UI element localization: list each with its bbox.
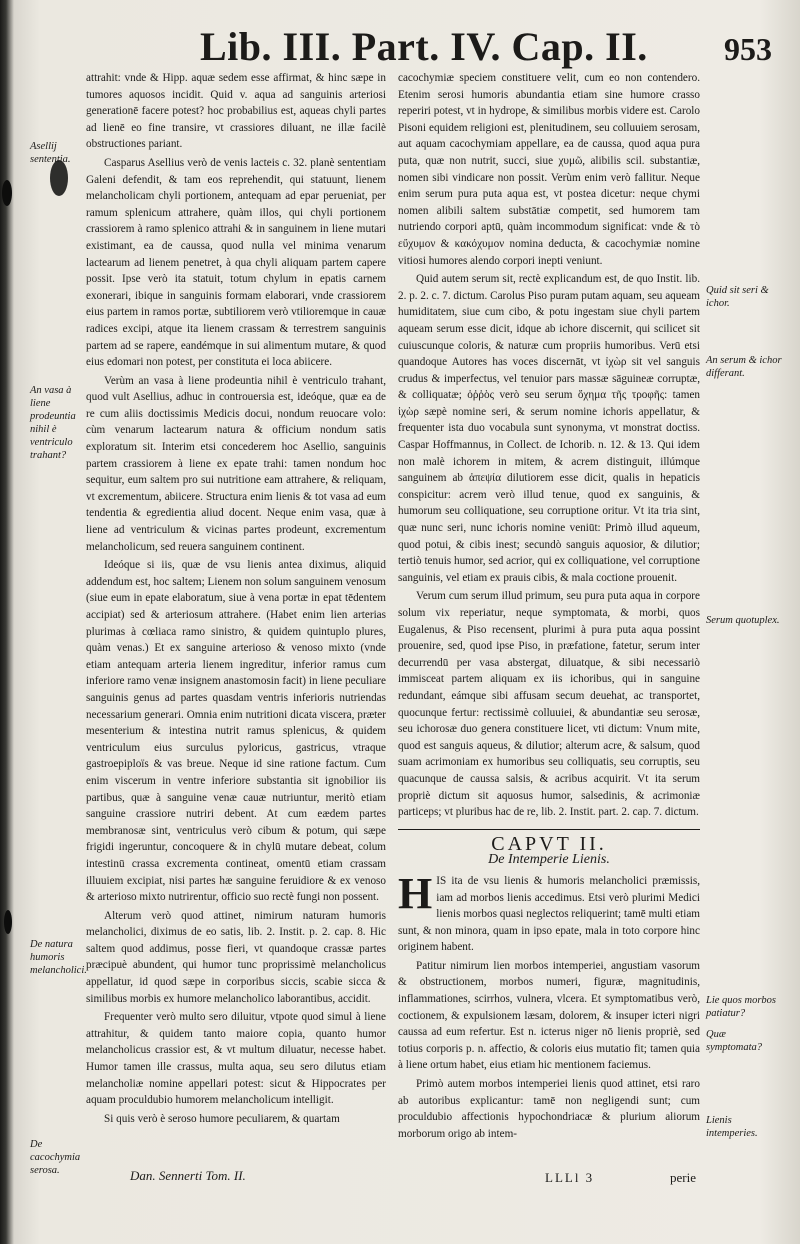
paragraph: Primò autem morbos intemperiei lienis quod attinet, etsi raro ab autoribus explicantur: tamē non negligendi sunt; cum proculdubio affectionis hypochondriacæ & plurium aliorum morborum origo ab intem-	[398, 1078, 700, 1140]
page-number: 953	[724, 31, 772, 67]
left-column	[86, 70, 386, 1129]
paragraph: Verum cum serum illud primum, seu pura puta aqua in corpore solum vix reperiatur, neque symptomata, & morbi, quos Eugalenus, & Piso recensent, plurimi à pura puta aqua possint prouenire, sed, quod ipse Piso, in præfatione, fatetur, serum inter decurrendū per vasa abstergat, diluatque, & sibi necessariò immisceat partem aliquam ex iis ichoribus, qui in sanguine redundant, eámque sibi affusam secum deuehat, ac transportet, quocunque fertur: rectissimè colluuiei, & abundantiæ seu serosæ, seu ichorosæ duo genera constituere licet, vti dictum: Vnum mite, quod est sanguis aqueus, & dilutior; alterum acre, & salsum, quod suam acrimoniam ex humoribus seu colliquatis, seu corruptis, seu quacunque de caussa salsis, & acribus acquirit. Vt ita serum propriè dictum sit aquosus humor, salsedinis, & acrimoniæ particeps; vt pluribus hac de re, lib. 2. Instit. part. 2. cap. 7. dictum.	[398, 590, 700, 819]
paragraph: Frequenter verò multo sero diluitur, vtpote quod simul à liene attrahitur, & quidem tanto maiore copia, quanto humor melancholicus crassior est, & vt multum diluatur, necesse habet. Humor tamen ille crassus, multa aqua, seu sero dilutus etiam melancholiæ nomine appellari potest: sicut & Hippocrates per aquam proculdubio humorem melancholicum intelligit.	[86, 1011, 386, 1107]
paragraph: Alterum verò quod attinet, nimirum naturam humoris melancholici, diximus de eo satis, lib. 2. Instit. p. 2. cap. 8. Hic saltem quod addimus, posse fieri, vt quandoque crassæ partes præcipuè abundent, qui humor tunc proprissimè melancholicus appellatur, id quod sæpe in corporibus siccis, scabie sicca & similibus morbis ex humore melancholico laborantibus, accidit.	[86, 909, 386, 1005]
page-header	[200, 22, 790, 70]
right-column	[398, 70, 700, 1144]
ink-stain	[4, 910, 12, 934]
margin-note: An serum & ichor differant.	[706, 355, 782, 379]
chapter-heading: CAPVT II.	[491, 832, 607, 855]
margin-note: Lie quos morbos patiatur?	[706, 995, 777, 1019]
paragraph-text: IS ita de vsu lienis & humoris melancholici præmissis, iam ad morbos lienis accedimus. Etsi verò plurimi Medici lienis morbos quasi neglectos reliquerint; tamē multi etiam sunt, & non minora, quam in ipso epate, mala in toto corpore hinc originem habent.	[398, 874, 700, 954]
paragraph: Ideóque si iis, quæ de vsu lienis antea diximus, aliquid addendum est, hoc saltem; Lienem non solum sanguinem venosum (siue eum in epate elaboratum, siue à vena portæ in epat tēdentem accipiat) sed & arteriosum attrahere. (Habet enim lien arterias plurimas à cœliaca ramo sinistro, & quidem quintuplo plures, quàm venas.) Et ex sanguine arterioso & venoso mixto (vnde etiam antequam arteria lienem ingreditur, inferior ramus cum inferiore ramo venæ insignem anastomosin facit) in liene peculiare sanguinis genus ad partes quasdam ventris inferioris nutriendas necessarium generari. Omnia enim nutritioni dicata viscera, præter mesenterium & intestina nutrit ramus splenicus, & quidem ventriculum eius surculus pyloricus, gastricus, vtraque gastroepiploïs & vas breue. Neque id sine ratione factum. Cum enim viscerum in ventre inferiore substantia sit ignobilior iis partibus, quæ à sanguine venæ cauæ nutriuntur, meritò etiam sanguine crassiore nutriri debent. At cum eædem partes membranosæ sint, ventriculus verò cibum & potum, qui sæpe frigidi ingeruntur, concoquere & in chylū mutare debeat, colum intestinū crassa excrementa contineat, omentū etiam crassam illuuiem excipiat, nisi partes hæ sanguine feruidiore & ex venoso & arterioso mixto nutrirentur, officio suo rectè fungi non possent.	[86, 559, 386, 904]
paragraph: attrahit: vnde & Hipp. aquæ sedem esse affirmat, & hinc sæpe in tumores aquosos incidit. Quid v. aqua ad sanguinis arteriosi generationē facere potest? hoc probabilius est, aqueas chyli partes ad lienē eo fine transire, vt crassiores diluant, ne illæ facilè obstructiones pariant.	[86, 72, 386, 151]
section-rule	[398, 829, 700, 830]
chapter-subheading: De Intemperie Lienis.	[488, 852, 610, 868]
paragraph: cacochymiæ speciem constituere velit, cum eo non contendero. Etenim serosi humoris abundantia etiam sine humore crasso reperiri potest, vt in hydrope, & similibus morbis videre est. Carolo Pisoni equidem religioni est, plenitudinem, seu colluuiem serosam, aut aquam cacochymiam appellare, ea de caussa, quod aqua pura puta, quæ non nutrit, succi, siue χυμῶ, alibilis scil. substantiæ, nomen sibi vindicare non possit. Verùm enim verò fallitur. Neque enim serum pura puta aqua est, vt postea dicetur: neque chymi nomen alibili saltem substātiæ competit, sed humorem tam nutriendo corpori aptū, quàm incommodum significat: vnde & τὸ εὔχυμον & κακόχυμον nomina deducta, & cacochymiæ nomine vitiosi humores alendo corpori inepti veniunt.	[398, 72, 700, 267]
margin-note: De cacochymia serosa.	[30, 1139, 81, 1176]
running-title: Lib. III. Part. IV. Cap. II.	[200, 24, 648, 69]
margin-note: De natura humoris melancholici.	[30, 939, 87, 976]
margin-note: Lienis intemperies.	[706, 1115, 758, 1139]
margin-note: Serum quotuplex.	[706, 615, 780, 626]
volume-signature: Dan. Sennerti Tom. II.	[130, 1168, 246, 1183]
paragraph: Quid autem serum sit, rectè explicandum est, de quo Instit. lib. 2. p. 2. c. 7. dictum. Carolus Piso puram putam aquam, seu aqueam humiditatem, siue cum cibo, & potu ingestam siue chyli partem aqueam serum esse dicit, idque ab ichore discernit, qui scilicet sit cuiuscunque coloris, & naturæ cum propriis humoribus. Verū etsi quandoque Autores has voces discernāt, vt ἰχὼρ sit vel sanguis crudus & imperfectus, vel tenuior pars massæ sāguineæ corruptæ, & colliquatæ; ὀῤῥὸς verò seu serum ὄχημα τῆς τροφῆς: tamen ἰχὼρ sæpè nomine seri, & serum nomine ichoris appellatur, & frequenter ista duo vocabula sunt synonyma, vt monstrat doctiss. Caspar Hoffmannus, in Collect. de Ichorib. n. 12. & 13. Qui idem non malè ichorem in mitem, & acrem distinguit, illúmque sanguinem ab ἀπεψία dilutiorem esse dicit, qualis in hepaticis conspicitur: acrem verò illud tenue, quod ex sanguinis, & humorum seu colliquatione, seu corruptione oritur. Vt ita tria sint, quæ nunc seri, nunc ichoris nomine veniūt: Primò illud aqueum, quod potui, & cibis inest; secundò sanguis aquosior, & dilutior; tertiò tenuis humor, sed acrior, qui ex colliquatione, vel corruptione sanguinis, vel etiam ex prauis cibis, & mala coctione prouenit.	[398, 273, 700, 584]
margin-note: Quid sit seri & ichor.	[706, 285, 769, 309]
catchword: perie	[670, 1170, 696, 1185]
margin-note: Asellij sententia.	[30, 141, 71, 165]
drop-capital: H	[398, 868, 433, 918]
paragraph: Casparus Asellius verò de venis lacteis c. 32. planè sententiam Galeni defendit, & tam eos reprehendit, qui statuunt, lienem melancholicam chyli portionem, antequam ad epar perueniat, per ramum splenicum attrahere, quàm illos, qui chyli portionem crassiorem à ramo splenico attrahi & in sanguinem in liene mutari existimant, ea de caussa, quod nulla vel minima venarum lactearum ad lienem penetret, à qua chyli aliquam partem capere possit. Ipse verò ita statuit, totum chylum in epatis carnem exonerari, ibique in sanguinis formam elaborari, vnde crassiorem eius partem in ramos portæ, subtiliorem verò vtilioremque in cauæ radices excipi, atque ita lienem crassam & terrestrem sanguinis partem ad se rapere, eandémque in sui alimentum mutare, & quod eius edomari non potest, per constituta ei loca abiicere.	[86, 156, 386, 369]
paragraph: Verùm an vasa à liene prodeuntia nihil è ventriculo trahant, quod vult Asellius, adhuc in controuersia est, ideóque, quæ ea de re cum aliis doctissimis Medicis docui, nondum reuocare volo: cùm venarum lactearum natura & officium nondum satis exploratum sit. Interim etsi concederem hoc Asellio, sanguinis partem crassiorem à liene ex epate trahi: tamen nondum hoc sequitur, eum saltem pro sui nutritione eam attrahere, & reliquam, vt excrementum, abiicere. Structura enim lienis & tot vasa ad eum tendentia & egredientia aliud docent. Neque enim vasa, quæ à liene ad ventriculum & vicinas partes prodeunt, excrementum melancholicum, sed reuera sanguinem continent.	[86, 374, 386, 553]
margin-note: Quæ symptomata?	[706, 1029, 762, 1053]
margin-note: An vasa à liene prodeuntia nihil è ventriculo trahant?	[30, 385, 76, 461]
signature-mark: LLLl 3	[545, 1170, 595, 1185]
paragraph: Si quis verò è seroso humore peculiarem, & quartam	[104, 1112, 340, 1125]
paragraph: Patitur nimirum lien morbos intemperiei, angustiam vasorum & obstructionem, morbos numeri, figuræ, magnitudinis, inflammationes, scirrhos, vulnera, vlcera. Et symptomatibus verò, coctionem, & expulsionem læsam, dolorem, & insuper icteri nigri caussa ad eum refertur. Est n. icterus niger nō lienis propriè, sed totius corporis p. n. affectio, & coloris eius mutatio fit; tamen quia à liene ortum habet, eius etiam hic mentionem faciemus.	[398, 959, 700, 1072]
ink-stain	[2, 180, 12, 206]
paragraph	[398, 868, 700, 956]
